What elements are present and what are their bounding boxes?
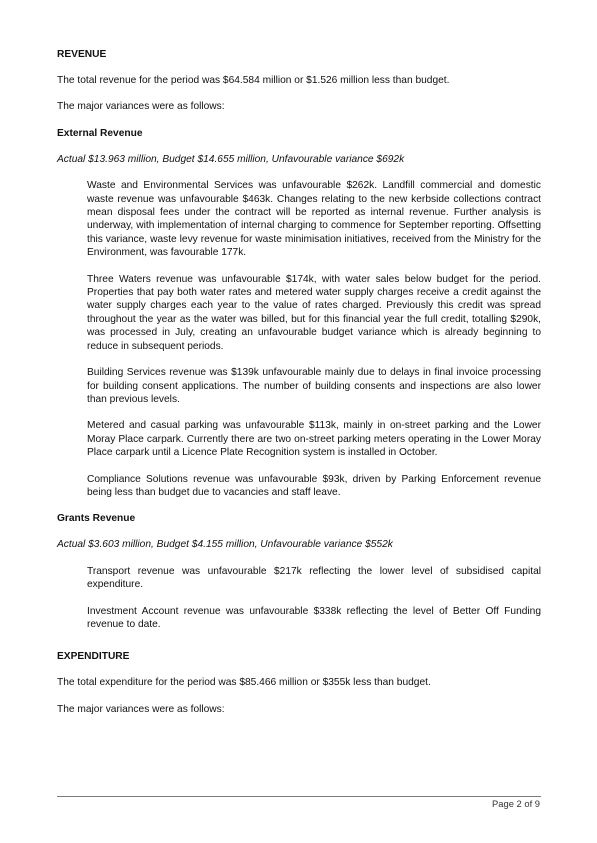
expenditure-total-text: The total expenditure for the period was $85.466 million or $355k less than budget.	[57, 677, 431, 689]
external-revenue-summary: Actual $13.963 million, Budget $14.655 million, Unfavourable variance $692k	[57, 153, 405, 165]
expenditure-heading: EXPENDITURE	[57, 651, 130, 663]
grants-paragraph: Investment Account revenue was unfavourable $338k reflecting the level of Better Off Funding revenue to date.	[87, 605, 541, 630]
external-paragraph: Three Waters revenue was unfavourable $174k, with water sales below budget for the period. Properties that pay both water rates and metered water supply charges receive a credit against the water supply charges each year to the value of rates charged. Previously this credit was spread throughout the year as the water was billed, but for this financial year the full credit, totalling $290k, was processed in July, creating an unfavourable budget variance which is already beginning to reduce in subsequent periods.	[87, 273, 541, 352]
document-page	[57, 48, 541, 716]
external-paragraph: Compliance Solutions revenue was unfavourable $93k, driven by Parking Enforcement revenue being less than budget due to vacancies and staff leave.	[87, 473, 541, 498]
grants-paragraph: Transport revenue was unfavourable $217k reflecting the lower level of subsidised capital expenditure.	[87, 565, 541, 591]
grants-revenue-heading: Grants Revenue	[57, 513, 136, 525]
page-number: Page 2 of 9	[492, 798, 540, 809]
external-paragraph: Waste and Environmental Services was unfavourable $262k. Landfill commercial and domestic waste revenue was unfavourable $463k. Changes relating to the new kerbside collections contract mean disposal fees under the contract will be reported as internal revenue. Further analysis is underway, with implementation of internal charging to commence for September reporting. Offsetting this variance, waste levy revenue for waste minimisation initiatives, received from the Ministry for the Environment, was favourable 177k.	[87, 180, 541, 259]
expenditure-major-text: The major variances were as follows:	[57, 703, 225, 715]
footer-divider	[57, 796, 541, 797]
external-revenue-heading: External Revenue	[57, 127, 143, 139]
grants-revenue-summary: Actual $3.603 million, Budget $4.155 million, Unfavourable variance $552k	[57, 539, 393, 551]
external-paragraph: Building Services revenue was $139k unfavourable mainly due to delays in final invoice processing for building consent applications. The number of building consents and inspections are also lower than previous levels.	[87, 367, 541, 405]
revenue-major-text: The major variances were as follows:	[57, 101, 225, 113]
external-paragraph: Metered and casual parking was unfavourable $113k, mainly in on-street parking and the Lower Moray Place carpark. Currently there are two on-street parking meters operating in the Lower Moray Place carpark until a Licence Plate Recognition system is installed in October.	[87, 420, 541, 459]
revenue-heading: REVENUE	[57, 49, 107, 60]
revenue-total-text: The total revenue for the period was $64.584 million or $1.526 million less than budget.	[57, 75, 450, 86]
